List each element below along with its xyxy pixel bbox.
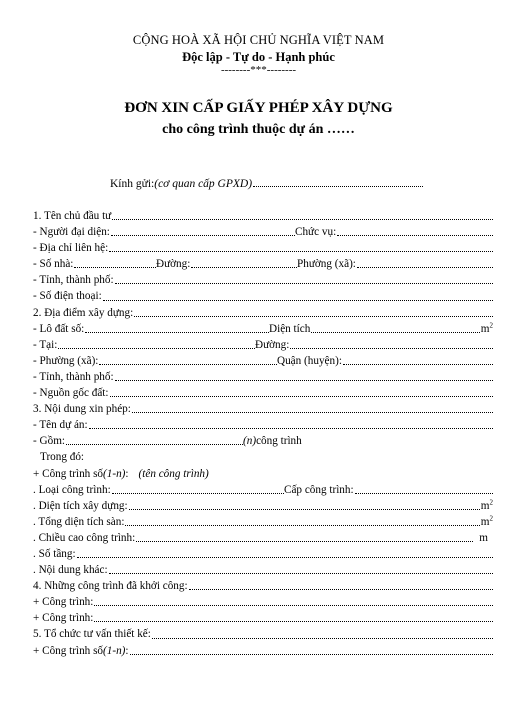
province2-fill[interactable] bbox=[115, 380, 493, 381]
land-origin-fill[interactable] bbox=[110, 396, 494, 397]
greeting-fill-line[interactable] bbox=[253, 186, 423, 187]
representative-label: - Người đại diện: bbox=[33, 226, 110, 239]
greeting-label: Kính gửi: bbox=[110, 178, 155, 190]
house-no-label: - Số nhà: bbox=[33, 258, 74, 271]
street2-fill[interactable] bbox=[290, 348, 493, 349]
other-label: . Nội dung khác: bbox=[33, 564, 108, 577]
build-area-label: . Diện tích xây dựng: bbox=[33, 499, 128, 512]
work-type-row bbox=[33, 482, 493, 498]
consultant-work-range: (1-n) bbox=[103, 644, 126, 657]
address-fill[interactable] bbox=[109, 251, 493, 252]
form-title: ĐƠN XIN CẤP GIẤY PHÉP XÂY DỰNG bbox=[124, 100, 393, 116]
consultant-work-fill[interactable] bbox=[130, 654, 493, 655]
position-label: Chức vụ: bbox=[295, 226, 337, 239]
land-origin-row bbox=[33, 385, 493, 401]
province-fill[interactable] bbox=[115, 283, 493, 284]
work-type-label: . Loại công trình: bbox=[33, 483, 111, 496]
at-fill[interactable] bbox=[58, 348, 255, 349]
address-row bbox=[33, 240, 493, 256]
height-unit: m bbox=[479, 531, 488, 544]
floor-area-row bbox=[33, 514, 493, 530]
started-work-fill-1[interactable] bbox=[94, 605, 493, 606]
representative-row bbox=[33, 224, 493, 240]
consultant-heading-row bbox=[33, 626, 493, 642]
house-no-fill[interactable] bbox=[74, 267, 156, 268]
at-row bbox=[33, 337, 493, 353]
started-work-fill-2[interactable] bbox=[94, 621, 493, 622]
other-row bbox=[33, 562, 493, 578]
work-type-fill[interactable] bbox=[112, 493, 284, 494]
work-no-label: + Công trình số bbox=[33, 467, 104, 480]
started-work-label-1: + Công trình: bbox=[33, 596, 94, 609]
representative-fill[interactable] bbox=[111, 235, 295, 236]
position-fill[interactable] bbox=[337, 235, 493, 236]
street2-label: Đường: bbox=[255, 338, 290, 351]
floor-area-fill[interactable] bbox=[125, 525, 479, 526]
nation-header: CỘNG HOÀ XÃ HỘI CHỦ NGHĨA VIỆT NAM bbox=[132, 33, 385, 47]
province-row bbox=[33, 272, 493, 288]
build-area-fill[interactable] bbox=[129, 509, 480, 510]
header-divider: --------***-------- bbox=[220, 64, 297, 76]
form-subtitle: cho công trình thuộc dự án …… bbox=[162, 122, 355, 137]
area-label: Diện tích bbox=[269, 322, 311, 335]
form-body bbox=[33, 208, 493, 659]
height-fill[interactable] bbox=[136, 541, 473, 542]
n-count: (n) bbox=[243, 435, 257, 448]
lot-row bbox=[33, 321, 493, 337]
lot-no-fill[interactable] bbox=[85, 332, 269, 333]
content-heading: 3. Nội dung xin phép: bbox=[33, 403, 131, 416]
greeting-placeholder: (cơ quan cấp GPXD) bbox=[154, 178, 253, 190]
ward-label: Phường (xã): bbox=[297, 258, 356, 271]
started-work-row-2 bbox=[33, 610, 493, 626]
province2-row bbox=[33, 369, 493, 385]
floors-fill[interactable] bbox=[77, 557, 493, 558]
height-row bbox=[33, 530, 493, 546]
build-area-unit: $m^2$ bbox=[480, 497, 493, 512]
owner-row bbox=[33, 208, 493, 224]
started-heading: 4. Những công trình đã khởi công: bbox=[33, 580, 188, 593]
consultant-fill[interactable] bbox=[152, 638, 493, 639]
among-row bbox=[33, 449, 493, 465]
includes-label: - Gồm: bbox=[33, 435, 66, 448]
work-range: (1-n) bbox=[103, 467, 126, 480]
province2-label: - Tỉnh, thành phố: bbox=[33, 370, 114, 383]
area-unit: $m^2$ bbox=[480, 320, 493, 335]
work-level-fill[interactable] bbox=[355, 493, 493, 494]
phone-fill[interactable] bbox=[103, 300, 493, 301]
height-label: . Chiều cao công trình: bbox=[33, 531, 136, 544]
includes-fill[interactable] bbox=[66, 444, 243, 445]
floors-label: . Số tầng: bbox=[33, 547, 76, 560]
ward2-row bbox=[33, 353, 493, 369]
includes-row bbox=[33, 433, 493, 449]
location-heading: 2. Địa điểm xây dựng: bbox=[33, 306, 134, 319]
owner-fill[interactable] bbox=[112, 219, 493, 220]
house-row bbox=[33, 256, 493, 272]
project-name-fill[interactable] bbox=[89, 428, 493, 429]
build-area-row bbox=[33, 498, 493, 514]
province-label: - Tỉnh, thành phố: bbox=[33, 274, 114, 287]
street-label: Đường: bbox=[156, 258, 191, 271]
floor-area-unit: $m^2$ bbox=[480, 514, 493, 528]
work-level-label: Cấp công trình: bbox=[284, 483, 354, 496]
lot-no-label: - Lô đất số: bbox=[33, 322, 85, 335]
at-label: - Tại: bbox=[33, 338, 58, 351]
consultant-heading: 5. Tổ chức tư vấn thiết kế: bbox=[33, 628, 151, 641]
ward2-label: - Phường (xã): bbox=[33, 354, 99, 367]
consultant-work-label: + Công trình số bbox=[33, 644, 104, 657]
among-label: Trong đó: bbox=[40, 451, 85, 464]
area-fill[interactable] bbox=[311, 332, 479, 333]
started-heading-row bbox=[33, 578, 493, 594]
started-fill[interactable] bbox=[189, 589, 493, 590]
motto: Độc lập - Tự do - Hạnh phúc bbox=[182, 50, 335, 64]
consultant-work-row: + Công trình số (1-n) : bbox=[33, 643, 493, 659]
street-fill[interactable] bbox=[191, 267, 297, 268]
phone-label: - Số điện thoại: bbox=[33, 290, 102, 303]
started-work-label-2: + Công trình: bbox=[33, 612, 94, 625]
other-fill[interactable] bbox=[109, 573, 493, 574]
address-label: - Địa chỉ liên hệ: bbox=[33, 242, 109, 255]
content-heading-row bbox=[33, 401, 493, 417]
owner-label: 1. Tên chủ đầu tư bbox=[33, 210, 112, 222]
floor-area-label: . Tổng diện tích sàn: bbox=[33, 515, 125, 528]
district-fill[interactable] bbox=[343, 364, 493, 365]
floors-row bbox=[33, 546, 493, 562]
works-label: công trình bbox=[256, 435, 302, 448]
location-fill[interactable] bbox=[134, 316, 493, 317]
ward2-fill[interactable] bbox=[99, 364, 277, 365]
work-name-placeholder: (tên công trình) bbox=[138, 467, 209, 480]
work-no-row: + Công trình số (1-n) : (tên công trình) bbox=[33, 466, 493, 482]
project-name-row bbox=[33, 417, 493, 433]
location-heading-row bbox=[33, 305, 493, 321]
greeting-line bbox=[110, 178, 423, 190]
content-fill[interactable] bbox=[132, 412, 493, 413]
land-origin-label: - Nguồn gốc đất: bbox=[33, 387, 109, 400]
district-label: Quận (huyện): bbox=[277, 354, 342, 367]
ward-fill[interactable] bbox=[357, 267, 493, 268]
started-work-row-1 bbox=[33, 594, 493, 610]
project-name-label: - Tên dự án: bbox=[33, 419, 88, 432]
phone-row bbox=[33, 288, 493, 304]
